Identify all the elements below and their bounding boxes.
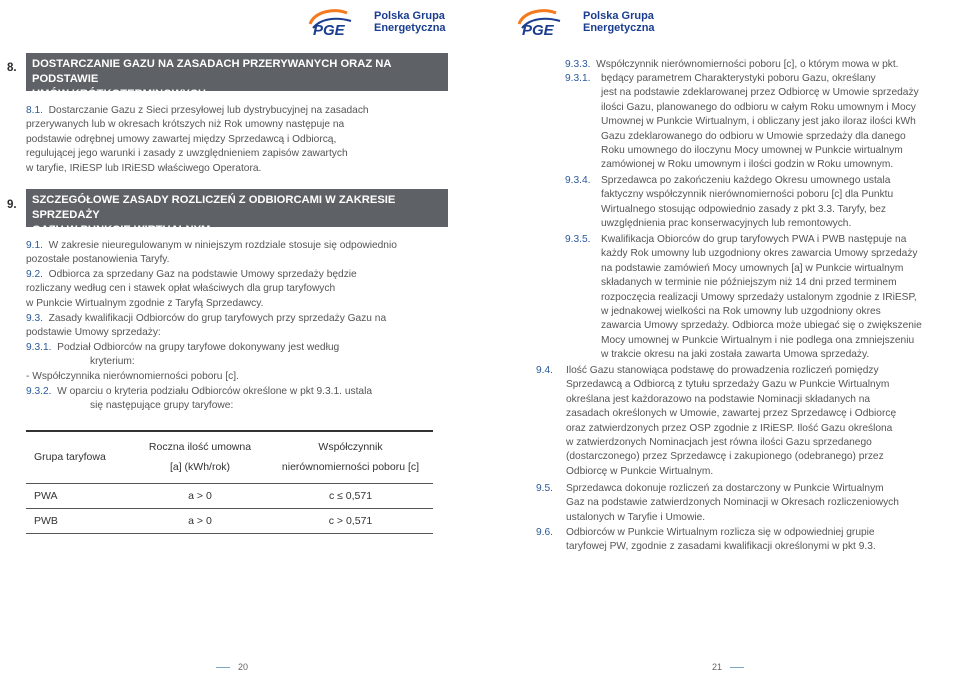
section-8-title-line2: UMÓW KRÓTKOTERMINOWYCH xyxy=(32,88,207,100)
paragraph-line: (dostarczonego) przez Sprzedawcę i zakupionego (odebranego) przez xyxy=(566,451,884,463)
paragraph-line: faktyczny współczynnik nierównomierności poboru [c] dla Punktu xyxy=(601,189,894,201)
section-8-title-bar xyxy=(26,53,448,100)
paragraph-line: taryfowej PW, zgodnie z zasadami kwalifikacji określonymi w pkt 9.3. xyxy=(566,541,876,553)
paragraph-line: zawarcia Umowy sprzedaży. Odbiorca może ubiegać się o zwiększenie xyxy=(601,320,922,332)
paragraph-line: Wirtualnego stosując odpowiednio zasady z pkt 3.3. Taryfy, bez xyxy=(601,203,887,215)
brand-line-2: Energetyczna xyxy=(374,22,446,34)
paragraph-line: na podstawie zamówień Mocy umownych [a] w Punkcie wirtualnym xyxy=(601,262,904,274)
pge-brand-text xyxy=(374,10,446,34)
paragraph-line: każdy Rok umowny lub uzgodniony okres zawarcia Umowy sprzedaży xyxy=(601,248,918,260)
paragraph-9-3-3: 9.3.3. Współczynnik nierównomierności poboru [c], o którym mowa w pkt. xyxy=(565,59,899,70)
table-row xyxy=(26,508,433,533)
header-group: Grupa taryfowa xyxy=(26,431,132,483)
cell-amount: a > 0 xyxy=(132,508,268,533)
paragraph-line: Odbiorcę w Punkcie Wirtualnym. xyxy=(566,465,714,477)
paragraph-9-3-2: 9.3.2. W oparciu o kryteria podziału Odbiorców określone w pkt 9.3.1. ustala się następujące grupy taryfowe: xyxy=(26,386,373,412)
paragraph-line: Umownej w Punkcie Wirtualnym, i obliczany jest jako iloraz ilości kWh xyxy=(601,116,916,128)
paragraph-line: Mocy umownej w Punkcie Wirtualnym i nie podlega ona zmniejszeniu xyxy=(601,334,915,346)
paragraph-9-6: 9.6. Odbiorców w Punkcie Wirtualnym rozlicza się w odpowiedniej grupie taryfowej PW, zgodnie z zasadami kwalifikacji określonymi w pkt 9.3. xyxy=(536,526,945,555)
paragraph-9-3-1: 9.3.1. Podział Odbiorców na grupy taryfowe dokonywany jest według kryterium: - Współczynnika nierównomierności poboru [c]. xyxy=(26,342,340,382)
paragraph-9-1: 9.1. W zakresie nieuregulowanym w niniejszym rozdziale stosuje się odpowiednio pozostałe postanowienia Taryfy. xyxy=(26,240,397,266)
page-number-left: 20 xyxy=(208,662,248,672)
paragraph-9-3-3-cont: 9.3.1. będący parametrem Charakterystyki poboru Gazu, określany jest na podstawie zdeklarowanej przez Odbiorcę w Umowie sprzedaży ilości Gazu, planowanego do odbioru w całym Roku umownym i Mocy Umownej w Punkcie Wirtualnym, i obliczany jest jako iloraz ilości kWh Gazu zdeklarowanego do odbioru w Umowie sprzedaży dla danego Roku umownego do iloczynu Mocy umownej w Punkcie wirtualnym zamówionej w Roku umownym i ilości godzin w Roku umownym. xyxy=(565,72,945,173)
paragraph-line: zamówionej w Roku umownym i ilości godzin w Roku umownym. xyxy=(601,159,894,171)
paragraph-line: określana jest każdorazowo na podstawie Nominacji składanych na xyxy=(566,393,871,405)
paragraph-line: Ilość Gazu stanowiąca podstawę do prowadzenia rozliczeń pomiędzy xyxy=(566,365,879,376)
brand-line-1: Polska Grupa xyxy=(583,10,654,22)
paragraph-9-3: 9.3. Zasady kwalifikacji Odbiorców do grup taryfowych przy sprzedaży Gazu na podstawie Umowy sprzedaży: xyxy=(26,313,387,339)
paragraph-line: oraz zatwierdzonych przez OSP zgodnie z IRiESP. Ilość Gazu określona xyxy=(566,422,893,434)
pge-logo-mark xyxy=(516,8,578,38)
paragraph-line: w zatwierdzonych Nominacjach jest równa ilości Gazu sprzedanego xyxy=(566,437,872,449)
cell-amount: a > 0 xyxy=(132,483,268,508)
paragraph-line: Gazu zdeklarowanego do odbioru w Umowie sprzedaży dla danego xyxy=(601,130,906,142)
right-page xyxy=(480,0,960,678)
section-9-title-line1: SZCZEGÓŁOWE ZASADY ROZLICZEŃ Z ODBIORCAMI W ZAKRESIE SPRZEDAŻY xyxy=(32,194,396,221)
brand-line-1: Polska Grupa xyxy=(374,10,445,22)
svg-text:PGE: PGE xyxy=(313,22,345,38)
paragraph-9-3-4: 9.3.4. Sprzedawca po zakończeniu każdego Okresu umownego ustala faktyczny współczynnik nierównomierności poboru [c] dla Punktu Wirtualnego stosując odpowiednio zasady z pkt 3.3. Taryfy, bez uwzględnienia prac konserwacyjnych lub remontowych. xyxy=(565,174,945,232)
section-8-title-line1: DOSTARCZANIE GAZU NA ZASADACH PRZERYWANYCH ORAZ NA PODSTAWIE xyxy=(32,58,392,85)
paragraph-line: rozpoczęcia realizacji Umowy sprzedaży ustalonym zgodnie z IRiESP, xyxy=(601,291,917,303)
paragraph-line: w trakcie okresu na jaki została zawarta Umowa sprzedaży. xyxy=(601,349,870,361)
paragraph-line: w jednakowej wielkości na Rok umowny lub uzgodniony okres xyxy=(601,306,881,318)
page-number-right: 21 xyxy=(712,662,752,672)
paragraph-line: Sprzedawca po zakończeniu każdego Okresu umownego ustala xyxy=(601,175,891,186)
paragraph-line: zasadach określonych w Umowie, zawartej przez Sprzedawcę i Odbiorcę xyxy=(566,408,897,420)
paragraph-line: ustalonych w Taryfie i Umowie. xyxy=(566,511,706,523)
paragraph-line: będący parametrem Charakterystyki poboru Gazu, określany xyxy=(601,73,876,84)
paragraph-9-3-5: 9.3.5. Kwalifikacja Obiorców do grup taryfowych PWA i PWB następuje na każdy Rok umowny lub uzgodniony okres zawarcia Umowy sprzedaży na podstawie zamówień Mocy umownych [a] w Punkcie wirtualnym składanych w terminie nie późniejszym niż 14 dni przed terminem rozpoczęcia realizacji Umowy sprzedaży ustalonym zgodnie z IRiESP, w jednakowej wielkości na Rok umowny lub uzgodniony okres zawarcia Umowy sprzedaży. Odbiorca może ubiegać się o zwiększenie Mocy umownej w Punkcie Wirtualnym i nie podlega ona zmniejszeniu w trakcie okresu na jaki została zawarta Umowa sprzedaży. xyxy=(565,233,945,363)
header-amount: Roczna ilość umowna [a] (kWh/rok) xyxy=(132,431,268,483)
section-9-number: 9. xyxy=(7,199,17,211)
pge-logo-mark xyxy=(307,8,369,38)
pge-brand-text xyxy=(583,10,655,34)
paragraph-line: Gaz na podstawie zatwierdzonych Nominacji w Okresach rozliczeniowych xyxy=(566,497,899,509)
paragraph-line: Sprzedawcą a Odbiorcą z tytułu sprzedaży Gazu w Punkcie Wirtualnym xyxy=(566,379,890,391)
paragraph-line: uwzględnienia prac konserwacyjnych lub remontowych. xyxy=(601,218,852,230)
paragraph-8-1: 8.1. Dostarczanie Gazu z Sieci przesyłowej lub dystrybucyjnej na zasadach przerywanych lub w okresach krótszych niż Rok umowny następuje na podstawie odrębnej umowy zawartej między Sprzedawcą i Odbiorcą, regulującej jego warunki i zasady z uwzględnieniem zapisów zawartych w taryfie, IRiESP lub IRiESD właściwego Operatora. xyxy=(26,105,369,174)
paragraph-line: Kwalifikacja Obiorców do grup taryfowych PWA i PWB następuje na xyxy=(601,234,907,245)
table-header-row xyxy=(26,431,433,483)
paragraph-9-2: 9.2. Odbiorca za sprzedany Gaz na podstawie Umowy sprzedaży będzie rozliczany według cen i stawek opłat właściwych dla grup taryfowych w Punkcie Wirtualnym zgodnie z Taryfą Sprzedawcy. xyxy=(26,269,357,309)
paragraph-line: jest na podstawie zdeklarowanej przez Odbiorcę w Umowie sprzedaży xyxy=(601,87,919,99)
paragraph-line: składanych w terminie nie późniejszym niż 14 dni przed terminem xyxy=(601,277,897,289)
paragraph-9-5: 9.5. Sprzedawca dokonuje rozliczeń za dostarczony w Punkcie Wirtualnym Gaz na podstawie zatwierdzonych Nominacji w Okresach rozliczeniowych ustalonych w Taryfie i Umowie. xyxy=(536,482,945,525)
paragraph-9-4: 9.4. Ilość Gazu stanowiąca podstawę do prowadzenia rozliczeń pomiędzy Sprzedawcą a Odbiorcą z tytułu sprzedaży Gazu w Punkcie Wirtualnym określana jest każdorazowo na podstawie Nominacji składanych na zasadach określonych w Umowie, zawartej przez Sprzedawcę i Odbiorcę oraz zatwierdzonych przez OSP zgodnie z IRiESP. Ilość Gazu określona w zatwierdzonych Nominacjach jest równa ilości Gazu sprzedanego (dostarczonego) przez Sprzedawcę i zakupionego (odebranego) przez Odbiorcę w Punkcie Wirtualnym. xyxy=(536,364,945,479)
tariff-groups-table xyxy=(26,430,433,534)
paragraph-line: Roku umownego do iloczynu Mocy umownej w Punkcie wirtualnym xyxy=(601,145,903,157)
section-9-title-bar xyxy=(26,189,448,236)
paragraph-line: Sprzedawca dokonuje rozliczeń za dostarczony w Punkcie Wirtualnym xyxy=(566,483,884,494)
cell-group: PWB xyxy=(26,508,132,533)
paragraph-line: Odbiorców w Punkcie Wirtualnym rozlicza się w odpowiedniej grupie xyxy=(566,527,875,538)
cell-group: PWA xyxy=(26,483,132,508)
paragraph-line: ilości Gazu, planowanego do odbioru w całym Roku umownym i Mocy xyxy=(601,101,916,113)
section-8-number: 8. xyxy=(7,62,17,74)
cell-coefficient: c > 0,571 xyxy=(268,508,433,533)
svg-text:PGE: PGE xyxy=(522,22,554,38)
header-coefficient: Współczynnik nierównomierności poboru [c] xyxy=(268,431,433,483)
brand-line-2: Energetyczna xyxy=(583,22,655,34)
table-row xyxy=(26,483,433,508)
section-9-title-line2: GAZU W PUNKCIE WIRTUALNYM xyxy=(32,224,211,236)
cell-coefficient: c ≤ 0,571 xyxy=(268,483,433,508)
